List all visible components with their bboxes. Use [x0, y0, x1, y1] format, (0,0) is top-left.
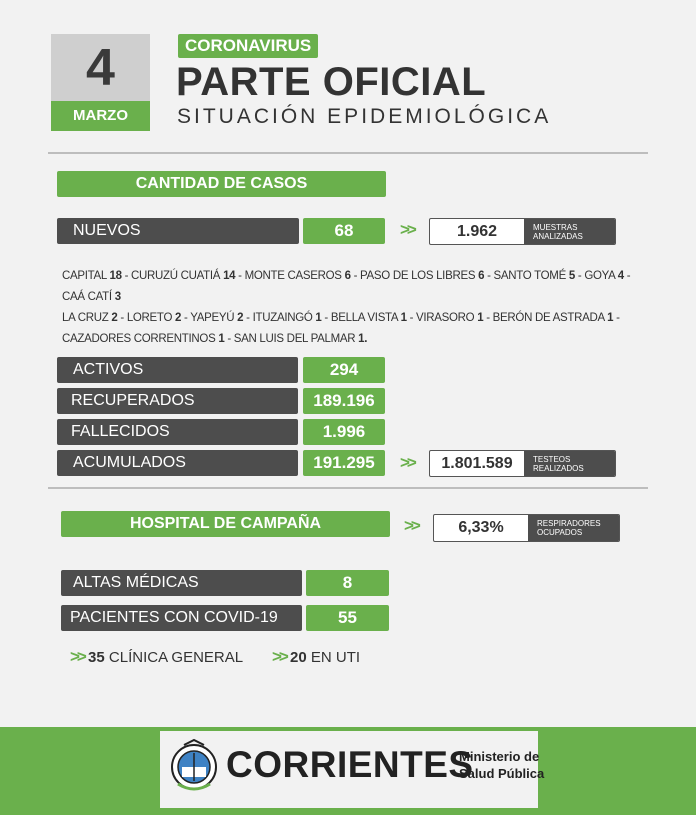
- nuevos-label: NUEVOS: [57, 218, 299, 244]
- respiradores-value: 6,33%: [458, 519, 504, 536]
- coronavirus-tag: CORONAVIRUS: [178, 34, 318, 58]
- testeos-label: TESTEOS REALIZADOS: [524, 451, 615, 476]
- recuperados-value: 189.196: [303, 388, 385, 414]
- city-item: LA CRUZ 2: [62, 312, 118, 324]
- city-item: GOYA 4: [584, 270, 624, 282]
- divider: [48, 487, 648, 489]
- chevron-icon: >>: [404, 516, 418, 535]
- city-item: PASO DE LOS LIBRES 6: [360, 270, 485, 282]
- altas-value: 8: [306, 570, 389, 596]
- muestras-value: 1.962: [456, 222, 498, 240]
- chevron-icon: >>: [272, 647, 286, 666]
- city-item: MONTE CASEROS 6: [244, 270, 351, 282]
- clinica-label: CLÍNICA GENERAL: [108, 649, 244, 666]
- en-uti: [272, 647, 360, 668]
- city-item: BELLA VISTA 1: [330, 312, 407, 324]
- city-item: CURUZÚ CUATIÁ 14: [131, 270, 236, 282]
- ministry-name: Ministerio de Salud Pública: [459, 749, 545, 781]
- acumulados-value: 191.295: [303, 450, 385, 476]
- divider: [48, 152, 648, 154]
- city-item: VIRASORO 1: [416, 312, 484, 324]
- respiradores-label: RESPIRADORES OCUPADOS: [528, 515, 619, 541]
- provincial-seal-icon: [170, 738, 218, 796]
- testeos-value: 1.801.589: [441, 454, 513, 472]
- clinica-number: 35: [88, 649, 105, 666]
- brand-name: CORRIENTES: [226, 744, 474, 785]
- acumulados-label: ACUMULADOS: [57, 450, 298, 476]
- chevron-icon: >>: [400, 453, 414, 472]
- hospital-heading: HOSPITAL DE CAMPAÑA: [61, 511, 390, 537]
- city-item: CAPITAL 18: [62, 270, 122, 282]
- uti-label: EN UTI: [310, 649, 361, 666]
- altas-label: ALTAS MÉDICAS: [61, 570, 302, 596]
- uti-number: 20: [290, 649, 307, 666]
- city-item: SANTO TOMÉ 5: [493, 270, 575, 282]
- muestras-box: [429, 218, 616, 245]
- cases-heading: CANTIDAD DE CASOS: [57, 171, 386, 197]
- fallecidos-label: FALLECIDOS: [57, 419, 298, 445]
- pacientes-value: 55: [306, 605, 389, 631]
- page-subtitle: SITUACIÓN EPIDEMIOLÓGICA: [177, 105, 552, 128]
- page-title: PARTE OFICIAL: [176, 60, 487, 104]
- activos-label: ACTIVOS: [57, 357, 298, 383]
- city-item: YAPEYÚ 2: [190, 312, 244, 324]
- date-day: 4: [86, 39, 115, 97]
- nuevos-value: 68: [303, 218, 385, 244]
- city-item: CAÁ CATÍ 3: [62, 291, 121, 303]
- city-item: LORETO 2: [126, 312, 182, 324]
- city-item: ITUZAINGÓ 1: [252, 312, 322, 324]
- muestras-label: MUESTRAS ANALIZADAS: [524, 219, 615, 244]
- chevron-icon: >>: [70, 647, 84, 666]
- cities-list: CAPITAL 18 - CURUZÚ CUATIÁ 14 - MONTE CASEROS 6 - PASO DE LOS LIBRES 6 - SANTO TOMÉ 5 - GOYA 4 - CAÁ CATÍ 3 LA CRUZ 2 - LORETO 2 - YAPEYÚ 2 - ITUZAINGÓ 1 - BELLA VISTA 1 - VIRASORO 1 - BERÓN DE ASTRADA 1 - CAZADORES CORRENTINOS 1 - SAN LUIS DEL PALMAR 1.: [62, 270, 631, 345]
- activos-value: 294: [303, 357, 385, 383]
- city-item: SAN LUIS DEL PALMAR 1.: [233, 333, 368, 345]
- recuperados-label: RECUPERADOS: [57, 388, 298, 414]
- city-item: CAZADORES CORRENTINOS 1: [62, 333, 225, 345]
- fallecidos-value: 1.996: [303, 419, 385, 445]
- date-month: MARZO: [51, 101, 150, 131]
- city-item: BERÓN DE ASTRADA 1: [492, 312, 614, 324]
- testeos-box: [429, 450, 616, 477]
- clinica-general: [70, 647, 243, 668]
- chevron-icon: >>: [400, 220, 414, 239]
- pacientes-label: PACIENTES CON COVID-19: [61, 605, 302, 631]
- respiradores-box: [433, 514, 620, 542]
